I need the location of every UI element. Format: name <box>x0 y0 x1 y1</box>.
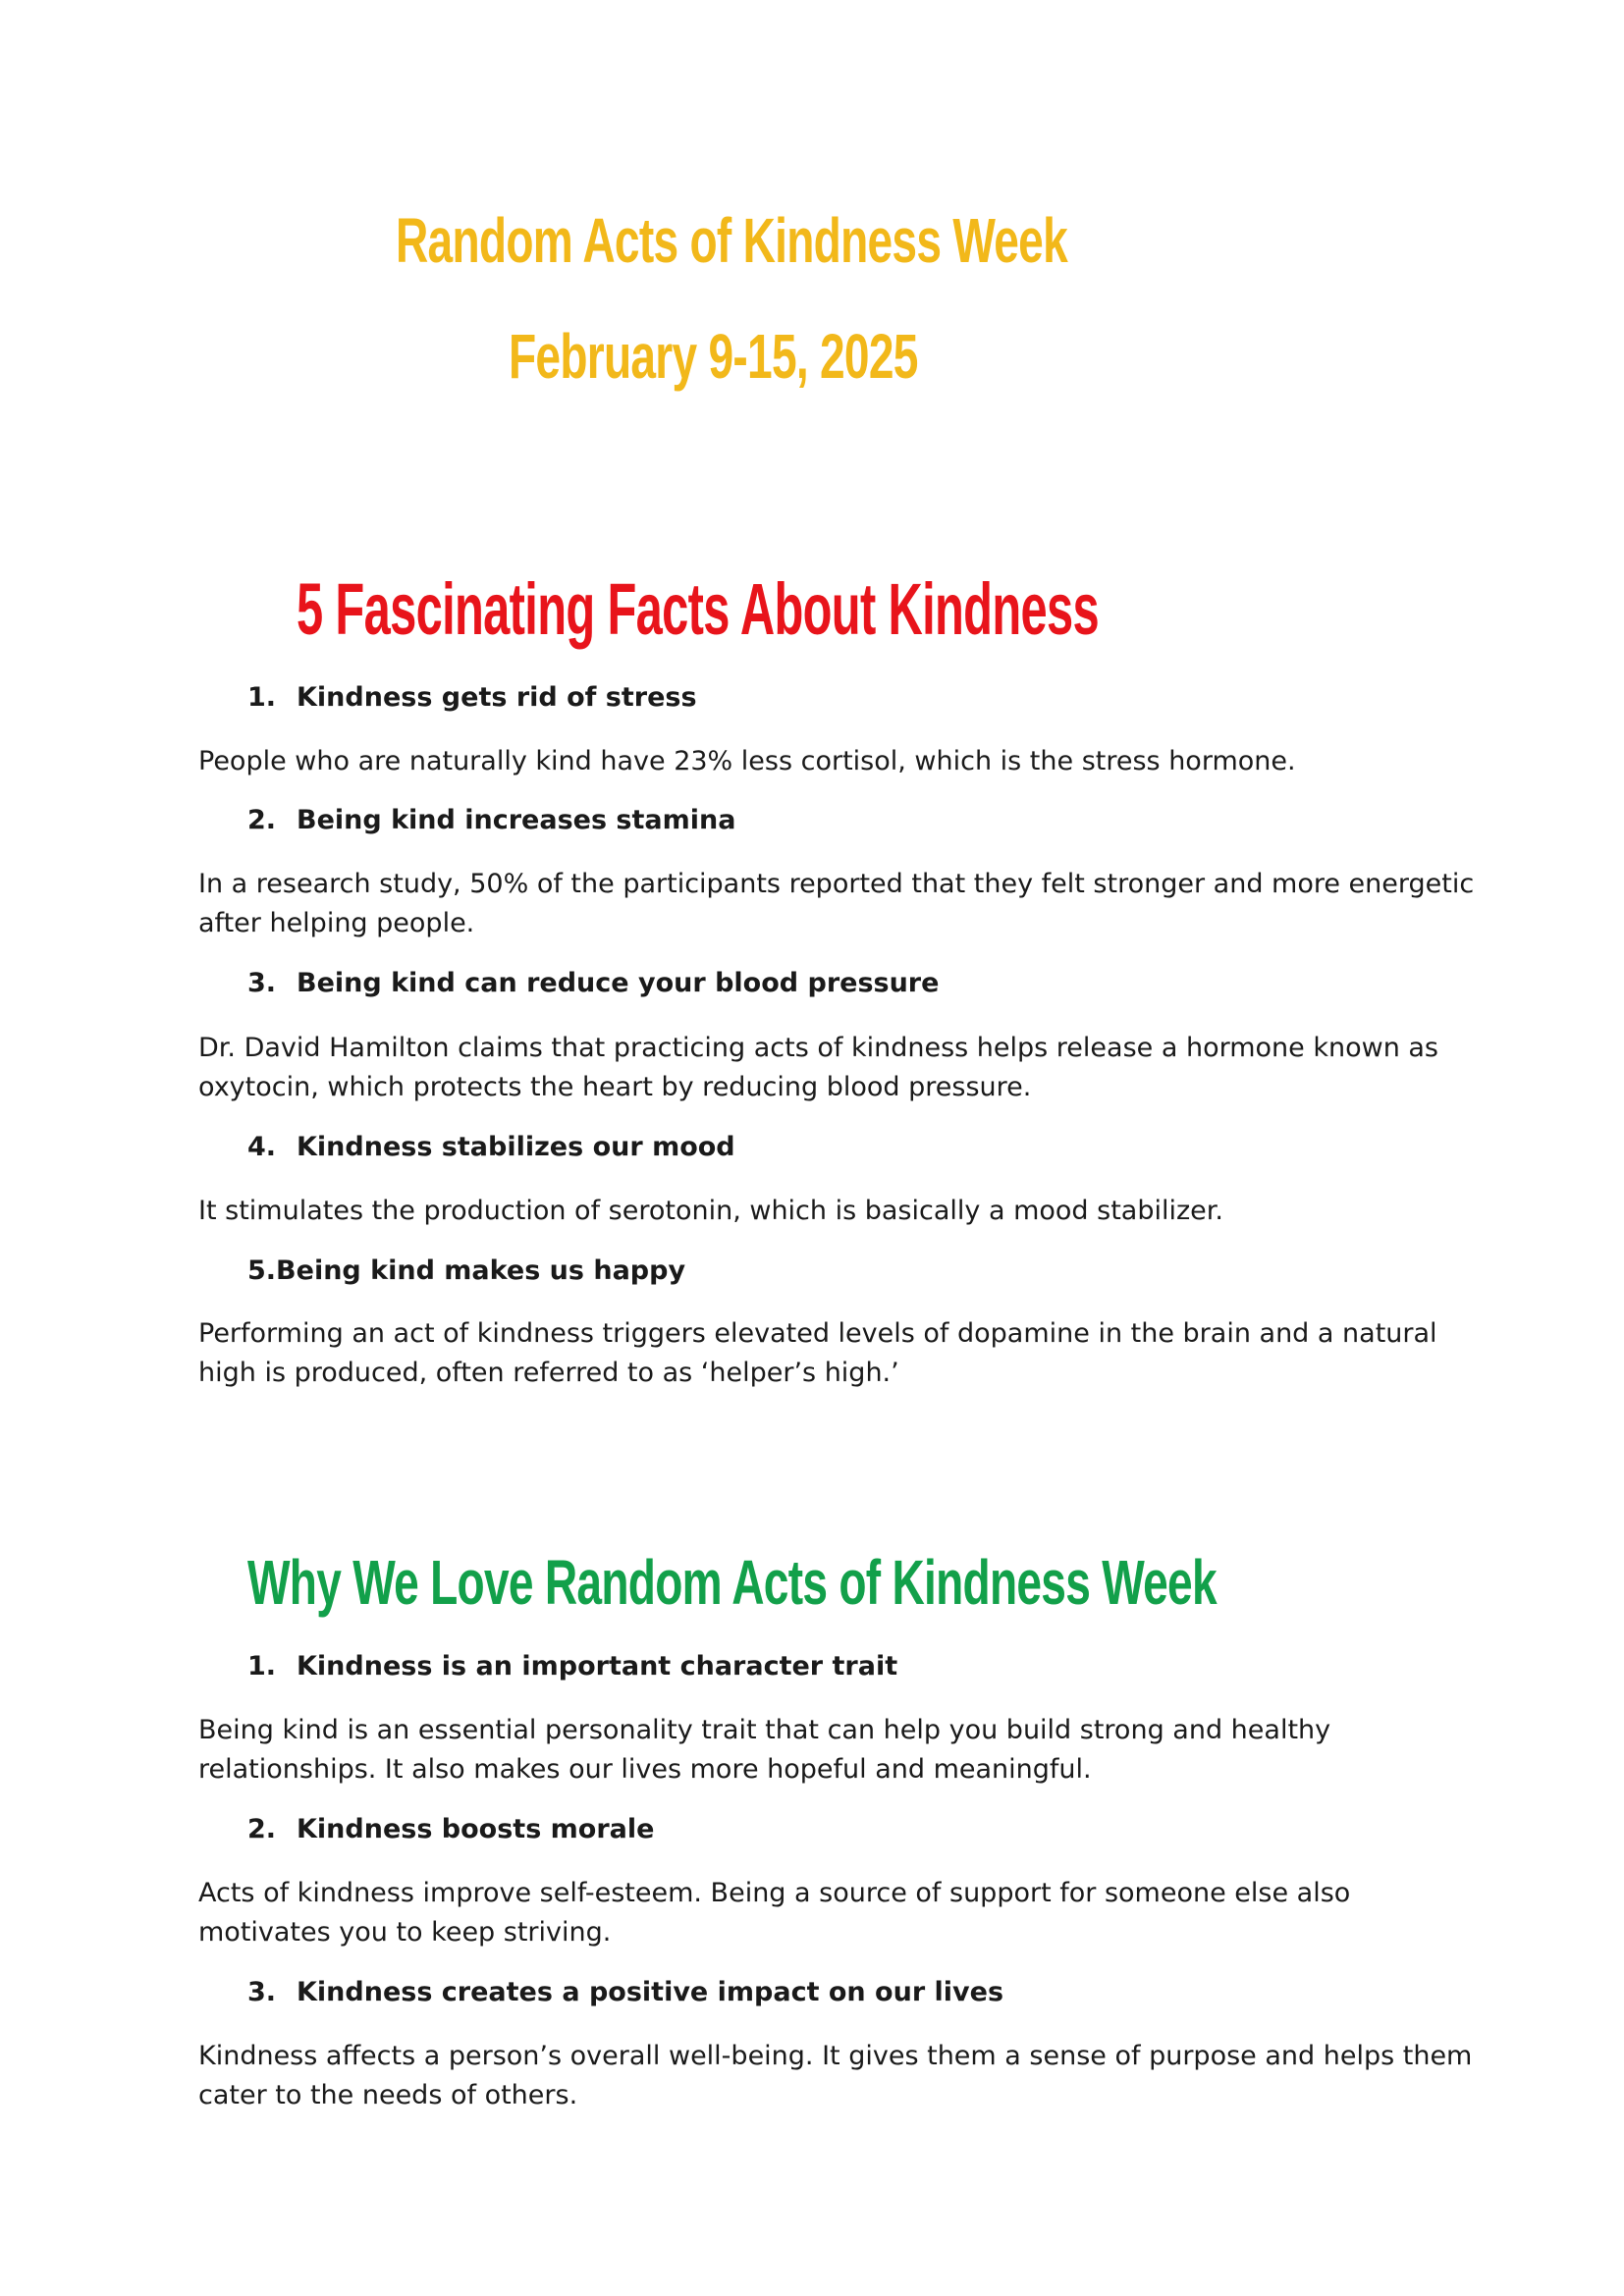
facts-item-5-body <box>198 1314 1475 1393</box>
body-line: Performing an act of kindness triggers elevated levels of dopamine in the brain and a natural <box>198 1318 1437 1349</box>
page-title: Random Acts of Kindness Week <box>396 205 1067 276</box>
list-item-title: Kindness stabilizes our mood <box>297 1132 735 1162</box>
page-subtitle-date: February 9-15, 2025 <box>509 321 918 392</box>
list-item-title: Being kind makes us happy <box>276 1255 686 1286</box>
body-line: high is produced, often referred to as ‘helper’s high.’ <box>198 1358 899 1388</box>
love-item-3-body <box>198 2037 1475 2115</box>
list-item-title: Kindness boosts morale <box>297 1814 655 1844</box>
body-line: Dr. David Hamilton claims that practicing acts of kindness helps release a hormone known as <box>198 1033 1439 1063</box>
body-line: People who are naturally kind have 23% less cortisol, which is the stress hormone. <box>198 746 1296 776</box>
body-line: cater to the needs of others. <box>198 2080 578 2110</box>
facts-item-5-heading <box>247 1255 685 1286</box>
list-number: 3. <box>247 968 277 998</box>
love-section-heading: Why We Love Random Acts of Kindness Week <box>247 1547 1217 1618</box>
list-item-title: Kindness gets rid of stress <box>297 682 697 713</box>
love-item-3-heading <box>247 1977 1003 2007</box>
list-number: 1. <box>247 1651 277 1682</box>
list-item-title: Kindness is an important character trait <box>297 1651 898 1682</box>
body-line: oxytocin, which protects the heart by reducing blood pressure. <box>198 1072 1032 1102</box>
facts-item-3-body <box>198 1029 1475 1107</box>
body-line: motivates you to keep striving. <box>198 1917 612 1948</box>
list-number: 4. <box>247 1132 277 1162</box>
love-item-2-heading <box>247 1814 654 1844</box>
list-item-title: Being kind can reduce your blood pressure <box>297 968 940 998</box>
body-line: after helping people. <box>198 908 475 938</box>
facts-item-2-heading <box>247 805 735 835</box>
list-item-title: Kindness creates a positive impact on our lives <box>297 1977 1004 2007</box>
love-item-1-heading <box>247 1651 897 1682</box>
body-line: Kindness affects a person’s overall well-being. It gives them a sense of purpose and helps them <box>198 2041 1473 2071</box>
body-line: It stimulates the production of serotonin, which is basically a mood stabilizer. <box>198 1196 1223 1226</box>
facts-item-4-heading <box>247 1132 735 1162</box>
list-number: 5. <box>247 1255 277 1286</box>
love-item-2-body <box>198 1874 1475 1952</box>
list-number: 1. <box>247 682 277 713</box>
list-item-title: Being kind increases stamina <box>297 805 736 835</box>
facts-item-2-body <box>198 865 1475 943</box>
body-line: relationships. It also makes our lives more hopeful and meaningful. <box>198 1754 1092 1785</box>
body-line: Acts of kindness improve self-esteem. Being a source of support for someone else also <box>198 1878 1351 1908</box>
list-number: 2. <box>247 1814 277 1844</box>
love-item-1-body <box>198 1711 1475 1789</box>
facts-item-1-body <box>198 742 1475 781</box>
list-number: 3. <box>247 1977 277 2007</box>
body-line: Being kind is an essential personality trait that can help you build strong and healthy <box>198 1715 1331 1745</box>
facts-item-4-body <box>198 1192 1475 1231</box>
facts-item-3-heading <box>247 968 939 998</box>
body-line: In a research study, 50% of the participants reported that they felt stronger and more energetic <box>198 869 1475 899</box>
facts-item-1-heading <box>247 682 697 713</box>
list-number: 2. <box>247 805 277 835</box>
facts-section-heading: 5 Fascinating Facts About Kindness <box>297 568 1100 650</box>
